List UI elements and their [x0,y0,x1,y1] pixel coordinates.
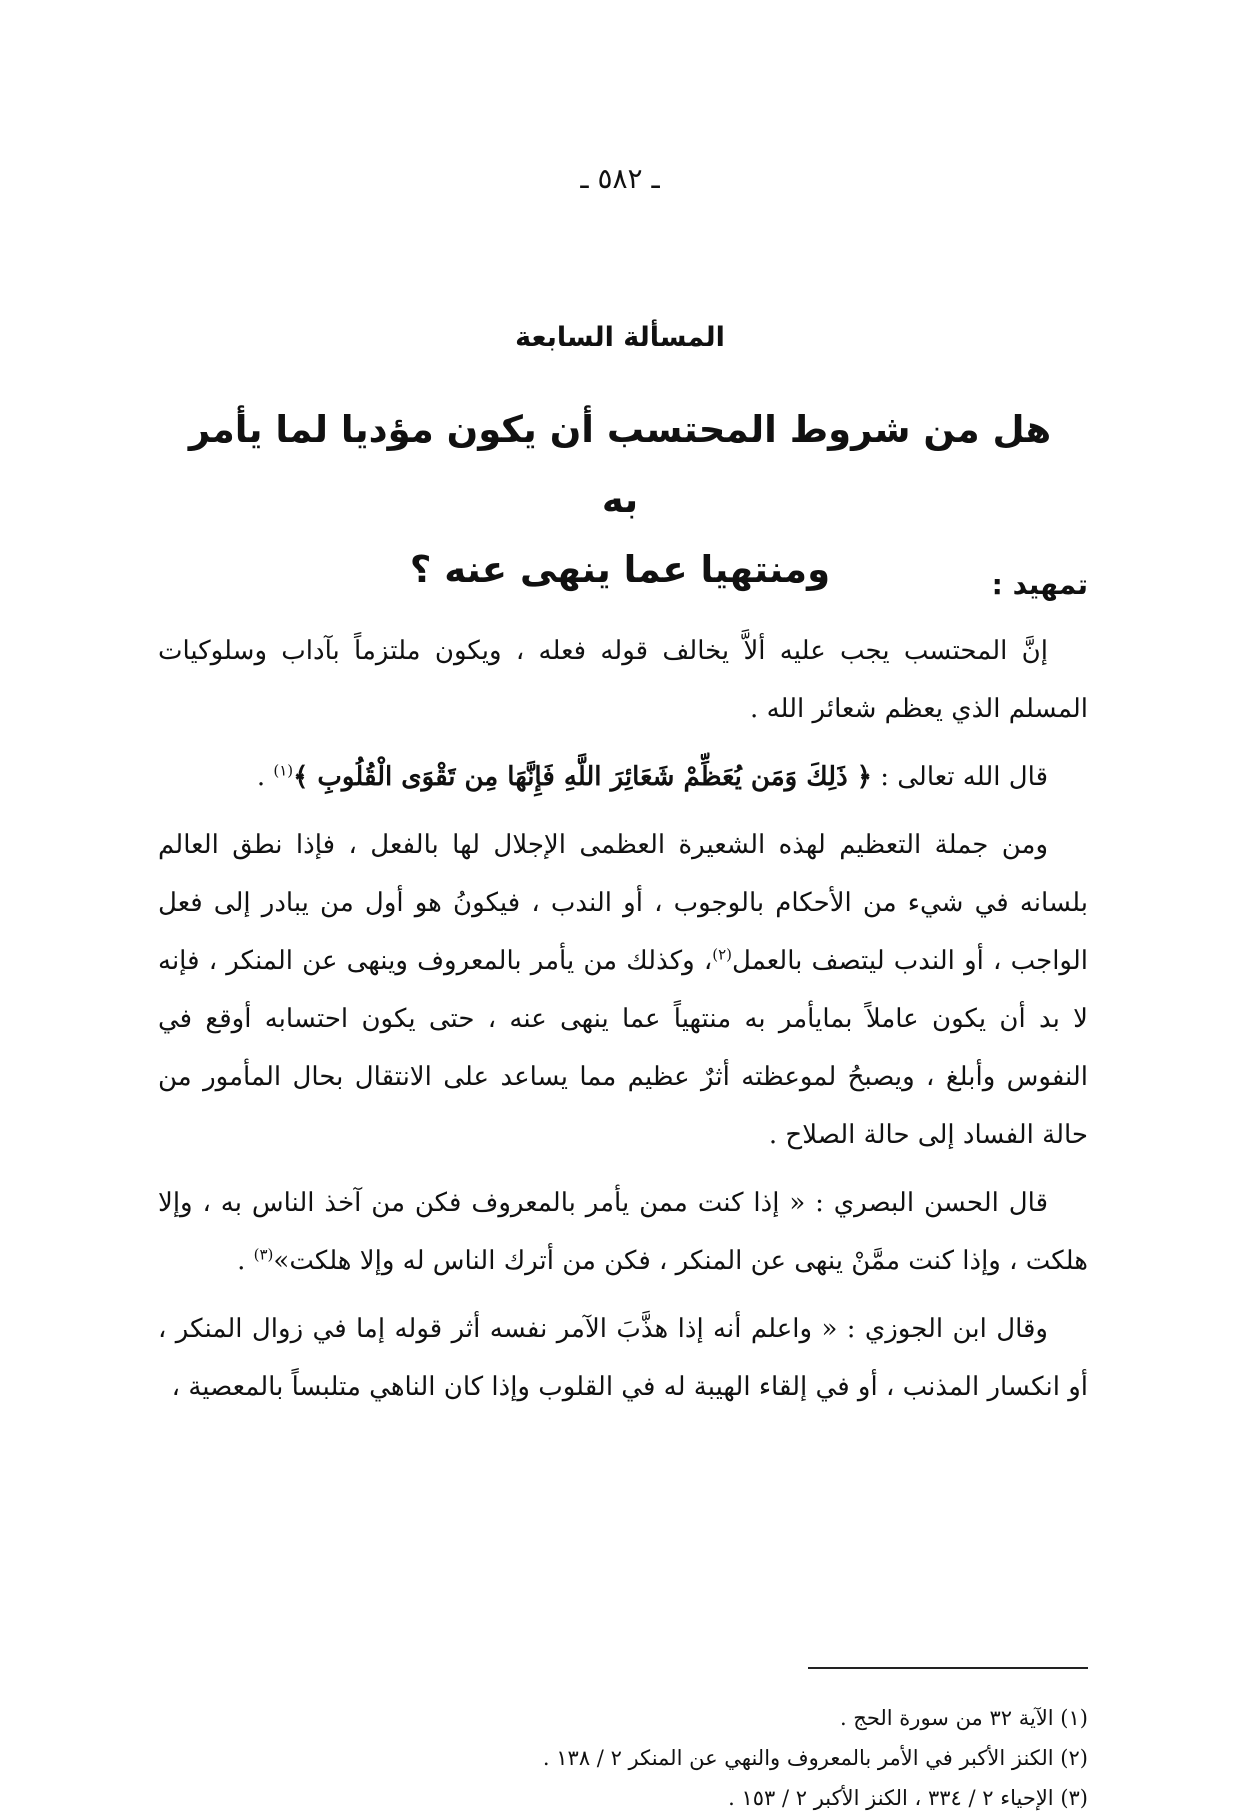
footnote-2: (٢) الكنز الأكبر في الأمر بالمعروف والنهي عن المنكر ٢ / ١٣٨ . [542,1746,1088,1770]
question-line-2: ومنتهيا عما ينهى عنه ؟ [409,548,831,591]
footnote-ref-1: (١) [273,761,294,780]
paragraph-hasan-basri-b: . [237,1246,254,1276]
question-line-1: هل من شروط المحتسب أن يكون مؤديا لما يأمر به [188,408,1052,521]
intro-heading: تمهيد : [991,568,1088,601]
quran-verse: ﴿ ذَلِكَ وَمَن يُعَظِّمْ شَعَائِرَ اللَّهِ فَإِنَّهَا مِن تَقْوَى الْقُلُوبِ ﴾ [293,762,872,792]
paragraph-glorification [158,816,1088,1164]
question-heading [180,395,1060,605]
paragraph-glorification-b: ، وكذلك من يأمر بالمعروف وينهى عن المنكر ، فإنه لا بد أن يكون عاملاً بمايأمر به منتهياً عما ينهى عنه ، حتى يكون احتسابه أوقع في النفوس وأبلغ ، ويصبحُ لموعظته أثرٌ عظيم مما يساعد على الانتقال بحال المأمور من حالة الفساد إلى حالة الصلاح . [158,946,1088,1150]
page-number: ـ ٥٨٢ ـ [580,162,660,195]
footnote-divider [808,1667,1088,1669]
paragraph-hasan-basri [158,1174,1088,1290]
footnote-3: (٣) الإحياء ٢ / ٣٣٤ ، الكنز الأكبر ٢ / ١٥٣ . [728,1786,1088,1810]
paragraph-intro: إنَّ المحتسب يجب عليه ألاَّ يخالف قوله فعله ، ويكون ملتزماً بآداب وسلوكيات المسلم الذي يعظم شعائر الله . [158,636,1088,724]
paragraph-ibn-jawzi: وقال ابن الجوزي : « واعلم أنه إذا هذَّبَ الآمر نفسه أثر قوله إما في زوال المنكر ، أو انكسار المذنب ، أو في إلقاء الهيبة له في القلوب وإذا كان الناهي متلبساً بالمعصية ، [158,1314,1088,1402]
verse-end: . [256,762,274,792]
section-label: المسألة السابعة [515,322,725,353]
footnote-1: (١) الآية ٣٢ من سورة الحج . [839,1706,1088,1730]
verse-lead: قال الله تعالى : [871,762,1048,792]
body-text [158,622,1088,1426]
paragraph-hasan-basri-a: قال الحسن البصري : « إذا كنت ممن يأمر بالمعروف فكن من آخذ الناس به ، وإلا هلكت ، وإذا كنت ممَّنْ ينهى عن المنكر ، فكن من أترك الناس له وإلا هلكت» [158,1188,1088,1276]
footnote-ref-2: (٢) [712,945,733,964]
footnotes [158,1698,1088,1818]
paragraph-quran-verse [158,748,1088,806]
paragraph-glorification-a: ومن جملة التعظيم لهذه الشعيرة العظمى الإجلال لها بالفعل ، فإذا نطق العالم بلسانه في شيء من الأحكام بالوجوب ، أو الندب ، فيكونُ هو أول من يبادر إلى فعل الواجب ، أو الندب ليتصف بالعمل [158,830,1088,976]
footnote-ref-3: (٣) [253,1245,274,1264]
